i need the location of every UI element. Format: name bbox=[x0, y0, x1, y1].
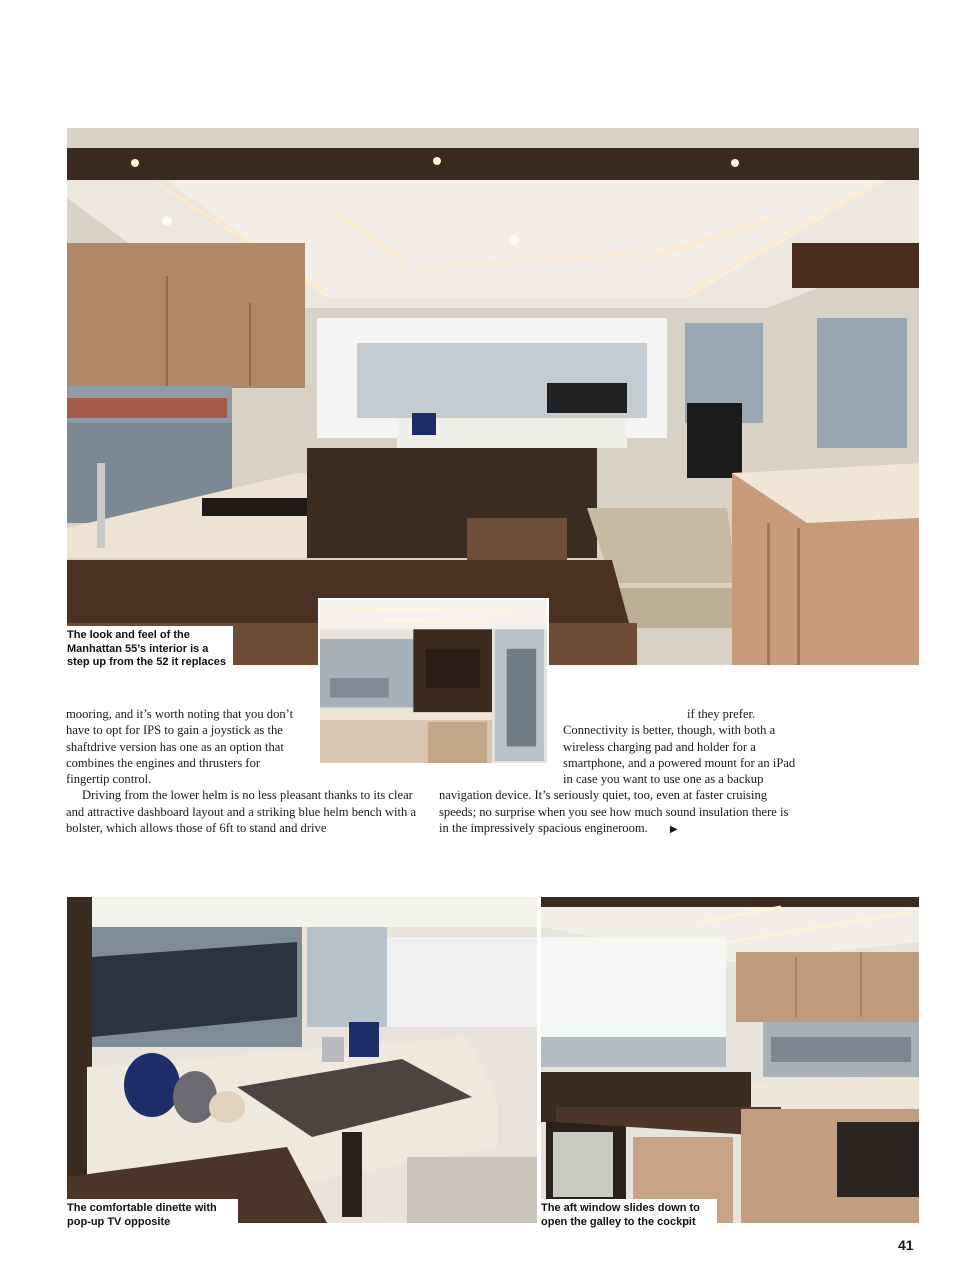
main-caption-line-1: The look and feel of the bbox=[67, 629, 190, 641]
body-column-left bbox=[66, 706, 420, 836]
galley-caption-line-1: The aft window slides down to bbox=[541, 1202, 700, 1214]
main-caption-line-2: Manhattan 55’s interior is a bbox=[67, 642, 209, 655]
end-of-article-marker: ▶ bbox=[669, 824, 678, 836]
dinette-caption-line-2: pop-up TV opposite bbox=[67, 1215, 171, 1228]
body-column-right bbox=[439, 706, 799, 838]
body-paragraph-3-text: if they prefer. Connectivity is better, though, with both a wireless charging pad and holder for a smartphone, and a powered mount for an iPad in case you want to use one as a backup navigation device. It’s seriously quiet, too, even at faster cruising speeds; no surprise when you see how much sound insulation there is in the impressively spacious engineroom. bbox=[439, 707, 796, 836]
dinette-caption-line-1: The comfortable dinette with bbox=[67, 1202, 217, 1214]
dinette-photo bbox=[67, 897, 537, 1223]
main-photo-caption bbox=[67, 626, 233, 672]
galley-photo bbox=[541, 897, 919, 1223]
page-number: 41 bbox=[898, 1237, 914, 1253]
dinette-caption bbox=[67, 1199, 238, 1231]
galley-caption bbox=[541, 1199, 717, 1231]
galley-caption-line-2: open the galley to the cockpit bbox=[541, 1215, 696, 1228]
saloon-photo bbox=[67, 128, 919, 665]
body-paragraph-1: mooring, and it’s worth noting that you don’t have to opt for IPS to gain a joystick as the shaftdrive version has one as an option that combines the engines and thrusters for fingertip control. bbox=[66, 707, 294, 787]
body-paragraph-2: Driving from the lower helm is no less pleasant thanks to its clear and attractive dashboard layout and a striking blue helm bench with a bolster, which allows those of 6ft to stand and drive bbox=[66, 788, 417, 836]
body-paragraph-3 bbox=[439, 706, 799, 838]
main-caption-line-3: step up from the 52 it replaces bbox=[67, 656, 226, 668]
